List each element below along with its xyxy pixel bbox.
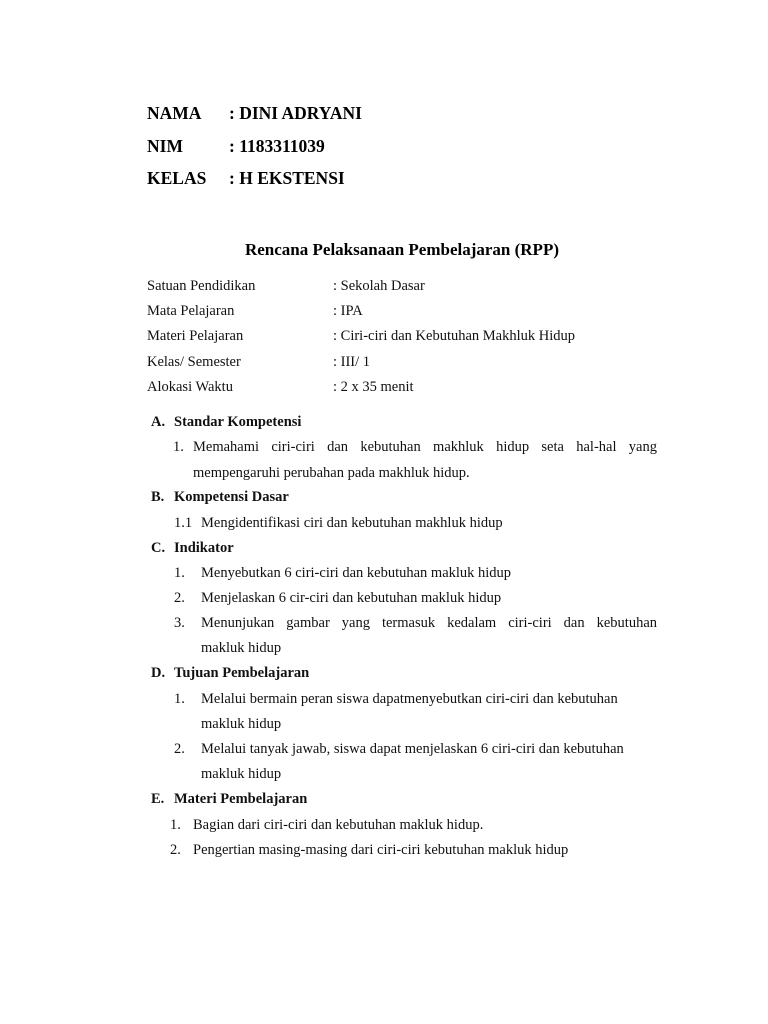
list-item-text-continued: makluk hidup bbox=[201, 716, 282, 732]
list-item-text: Memahami ciri-ciri dan kebutuhan makhluk hidup seta hal-hal yang bbox=[193, 439, 657, 455]
section-b-letter: B. bbox=[151, 489, 165, 505]
class-value: : H EKSTENSI bbox=[229, 168, 345, 188]
list-item-number: 1. bbox=[174, 691, 185, 707]
list-item-number: 2. bbox=[174, 741, 185, 757]
list-item-number: 1. bbox=[173, 439, 184, 455]
document-title: Rencana Pelaksanaan Pembelajaran (RPP) bbox=[244, 240, 559, 259]
list-item-number: 1.1 bbox=[174, 515, 193, 531]
section-a-title: Standar Kompetensi bbox=[174, 414, 302, 430]
identity-label: Satuan Pendidikan bbox=[147, 278, 256, 294]
identity-value: : III/ 1 bbox=[333, 354, 371, 370]
nim-value: : 1183311039 bbox=[229, 136, 325, 156]
list-item-text: Melalui bermain peran siswa dapatmenyebutkan ciri-ciri dan kebutuhan bbox=[201, 691, 618, 707]
list-item-text-continued: makluk hidup bbox=[201, 640, 282, 656]
list-item-text-continued: mempengaruhi perubahan pada makhluk hidup. bbox=[193, 465, 470, 481]
list-item-number: 3. bbox=[174, 615, 185, 631]
identity-value: : 2 x 35 menit bbox=[333, 379, 414, 395]
section-e-title: Materi Pembelajaran bbox=[174, 791, 308, 807]
section-c-letter: C. bbox=[151, 540, 166, 556]
list-item-text: Melalui tanyak jawab, siswa dapat menjelaskan 6 ciri-ciri dan kebutuhan bbox=[201, 741, 624, 757]
section-e-letter: E. bbox=[151, 791, 165, 807]
nim-label: NIM bbox=[147, 136, 183, 156]
identity-value: : IPA bbox=[333, 303, 363, 319]
class-label: KELAS bbox=[147, 168, 207, 188]
section-a-letter: A. bbox=[151, 414, 166, 430]
identity-value: : Ciri-ciri dan Kebutuhan Makhluk Hidup bbox=[333, 328, 576, 344]
section-b-title: Kompetensi Dasar bbox=[174, 489, 289, 505]
list-item-text: Menjelaskan 6 cir-ciri dan kebutuhan makluk hidup bbox=[201, 590, 502, 606]
section-d-title: Tujuan Pembelajaran bbox=[174, 665, 310, 681]
name-value: : DINI ADRYANI bbox=[229, 103, 362, 123]
identity-label: Mata Pelajaran bbox=[147, 303, 235, 319]
identity-value: : Sekolah Dasar bbox=[333, 278, 425, 294]
list-item-text: Bagian dari ciri-ciri dan kebutuhan makluk hidup. bbox=[193, 817, 484, 833]
name-label: NAMA bbox=[147, 103, 202, 123]
list-item-number: 1. bbox=[170, 817, 181, 833]
identity-label: Alokasi Waktu bbox=[147, 379, 233, 395]
list-item-text: Mengidentifikasi ciri dan kebutuhan makhluk hidup bbox=[201, 515, 503, 531]
section-c-title: Indikator bbox=[174, 540, 234, 556]
identity-label: Kelas/ Semester bbox=[147, 354, 241, 370]
list-item-text: Menunjukan gambar yang termasuk kedalam ciri-ciri dan kebutuhan bbox=[201, 615, 657, 631]
list-item-text-continued: makluk hidup bbox=[201, 766, 282, 782]
list-item-number: 2. bbox=[170, 842, 181, 858]
list-item-number: 2. bbox=[174, 590, 185, 606]
identity-label: Materi Pelajaran bbox=[147, 328, 244, 344]
section-d-letter: D. bbox=[151, 665, 166, 681]
list-item-text: Pengertian masing-masing dari ciri-ciri kebutuhan makluk hidup bbox=[193, 842, 569, 858]
list-item-text: Menyebutkan 6 ciri-ciri dan kebutuhan makluk hidup bbox=[201, 565, 512, 581]
list-item-number: 1. bbox=[174, 565, 185, 581]
